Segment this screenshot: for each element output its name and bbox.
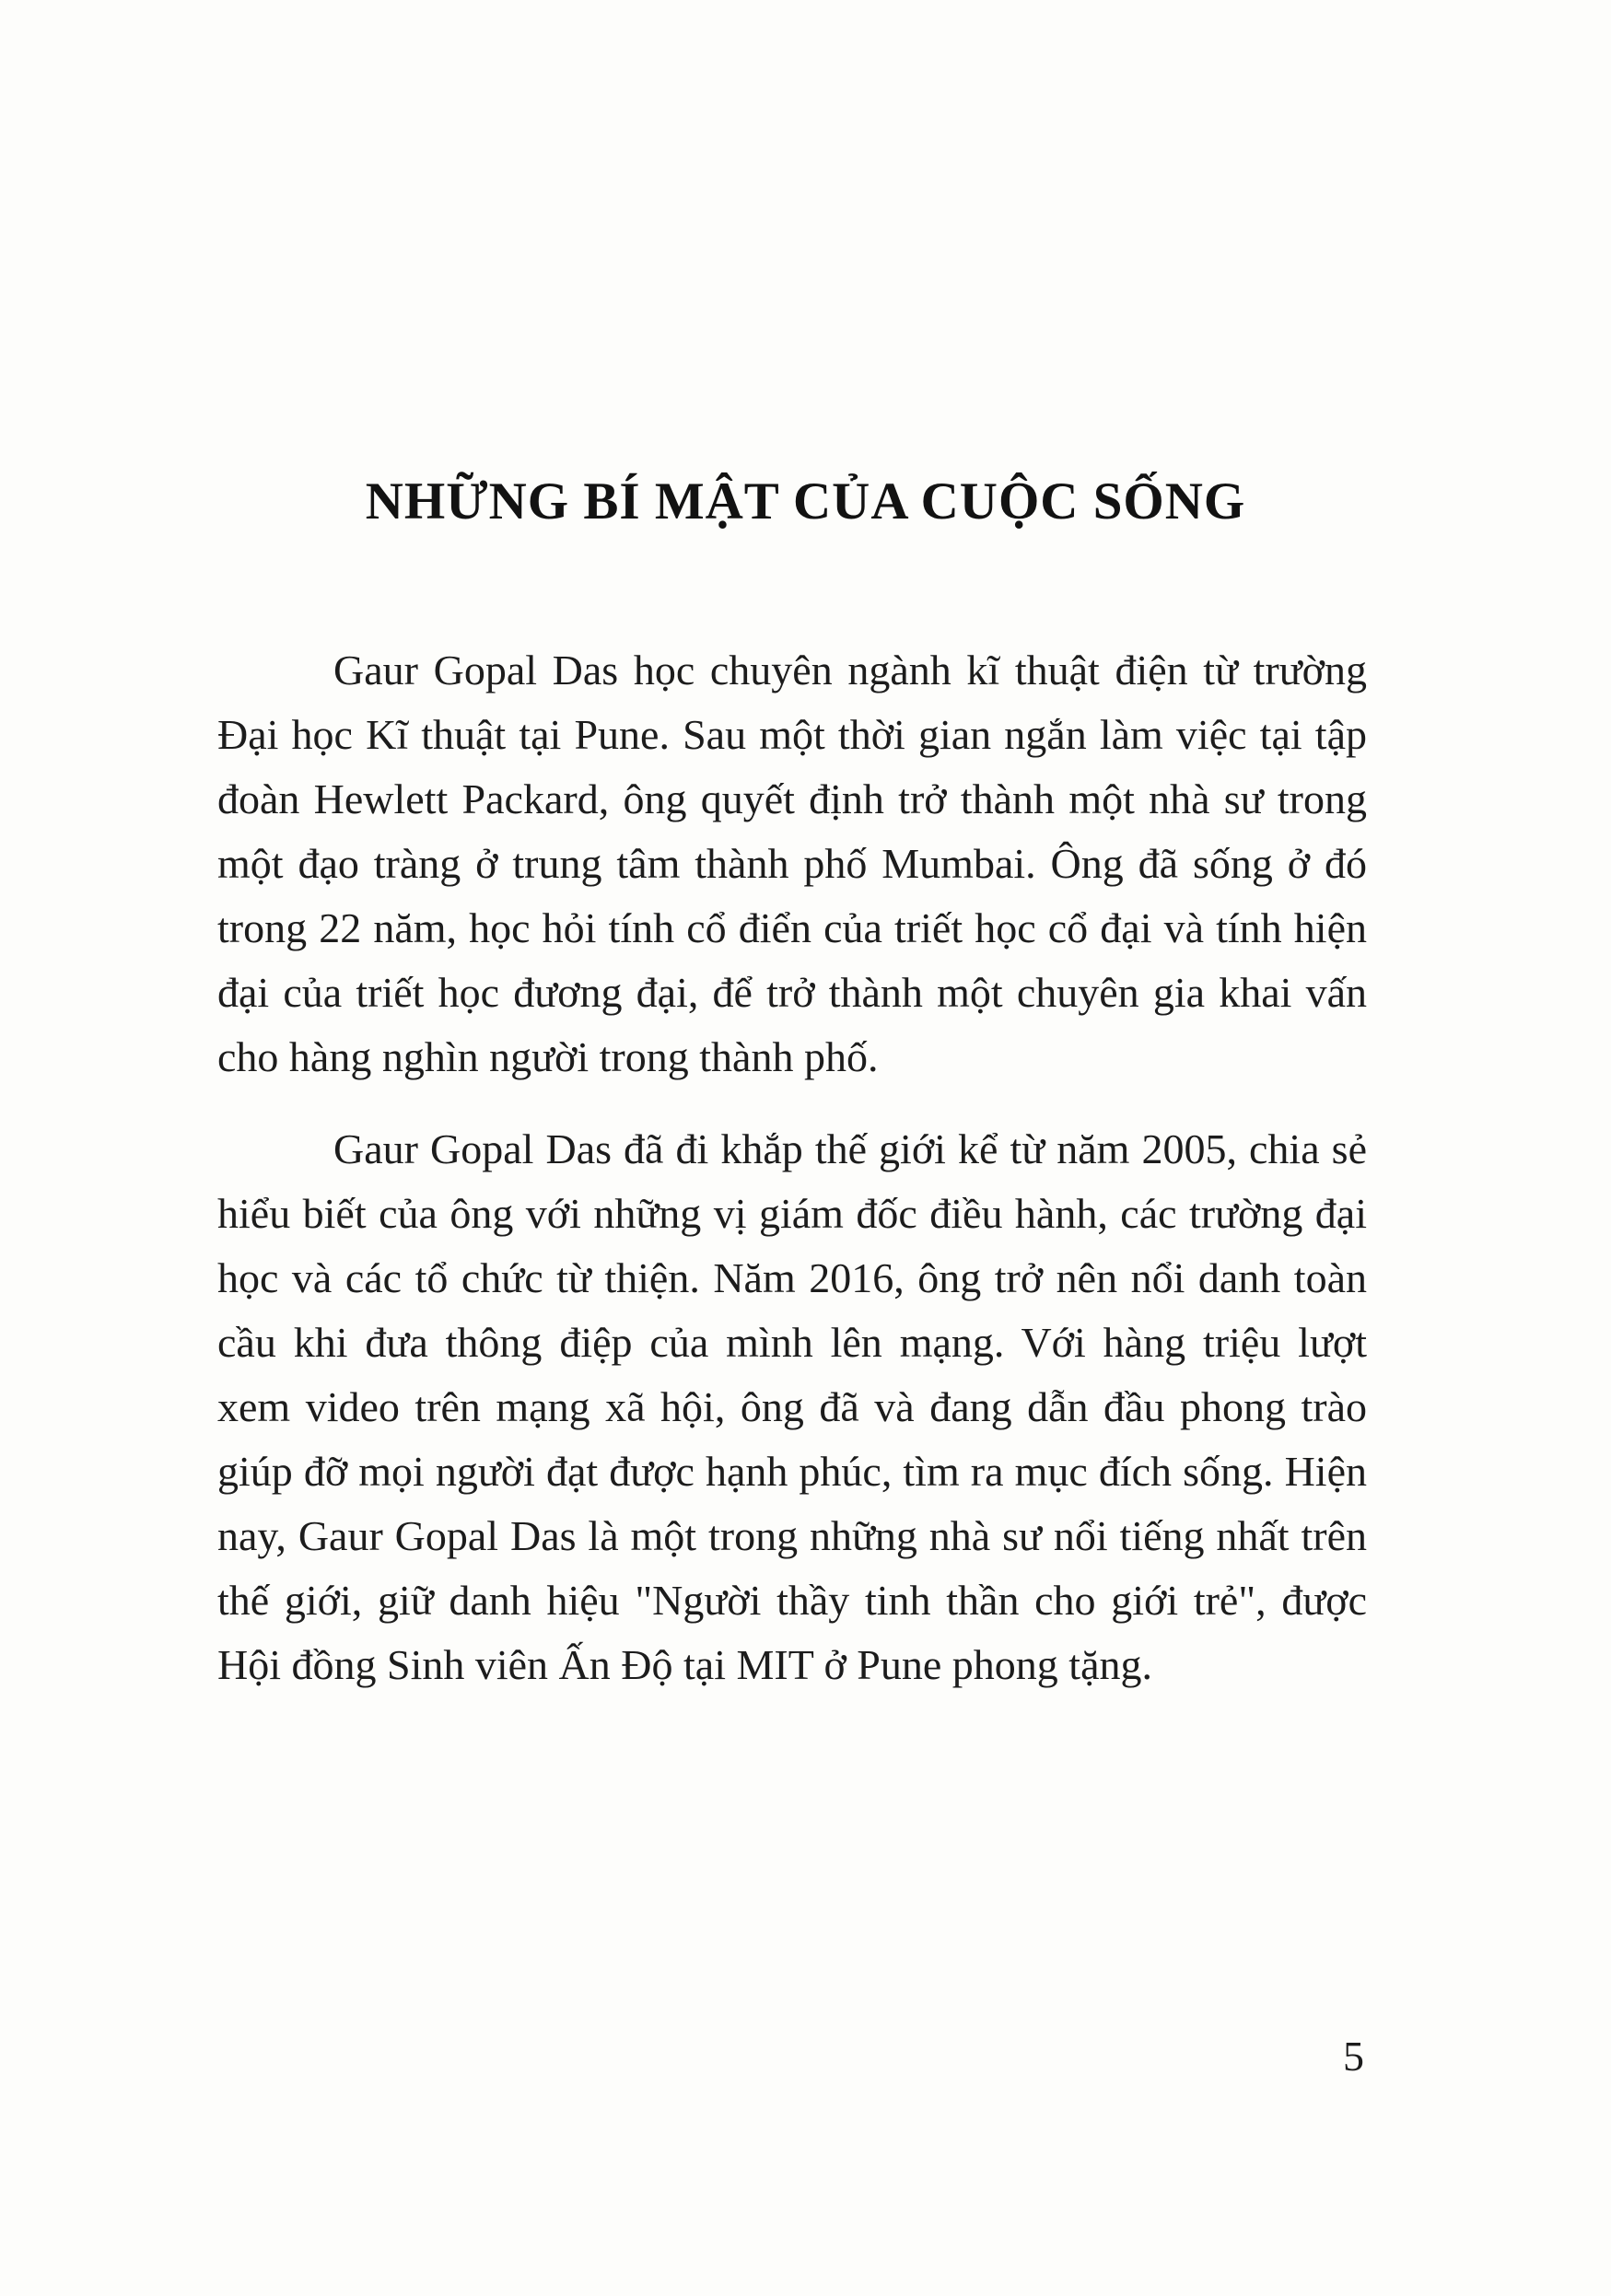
paragraph-2: Gaur Gopal Das đã đi khắp thế giới kể từ năm 2005, chia sẻ hiểu biết của ông với những vị giám đốc điều hành, các trường đại học và các tổ chức từ thiện. Năm 2016, ông trở nên nổi danh toàn cầu khi đưa thông điệp của mình lên mạng. Với hàng triệu lượt xem video trên mạng xã hội, ông đã và đang dẫn đầu phong trào giúp đỡ mọi người đạt được hạnh phúc, tìm ra mục đích sống. Hiện nay, Gaur Gopal Das là một trong những nhà sư nổi tiếng nhất trên thế giới, giữ danh hiệu "Người thầy tinh thần cho giới trẻ", được Hội đồng Sinh viên Ấn Độ tại MIT ở Pune phong tặng. bbox=[217, 1125, 1367, 1688]
page-number: 5 bbox=[1343, 2033, 1364, 2080]
paragraph-1: Gaur Gopal Das học chuyên ngành kĩ thuật điện từ trường Đại học Kĩ thuật tại Pune. Sau một thời gian ngắn làm việc tại tập đoàn Hewlett Packard, ông quyết định trở thành một nhà sư trong một đạo tràng ở trung tâm thành phố Mumbai. Ông đã sống ở đó trong 22 năm, học hỏi tính cổ điển của triết học cổ đại và tính hiện đại của triết học đương đại, để trở thành một chuyên gia khai vấn cho hàng nghìn người trong thành phố. bbox=[217, 647, 1367, 1080]
chapter-title: NHỮNG BÍ MẬT CỦA CUỘC SỐNG bbox=[365, 472, 1246, 530]
body-text bbox=[217, 638, 1367, 1697]
